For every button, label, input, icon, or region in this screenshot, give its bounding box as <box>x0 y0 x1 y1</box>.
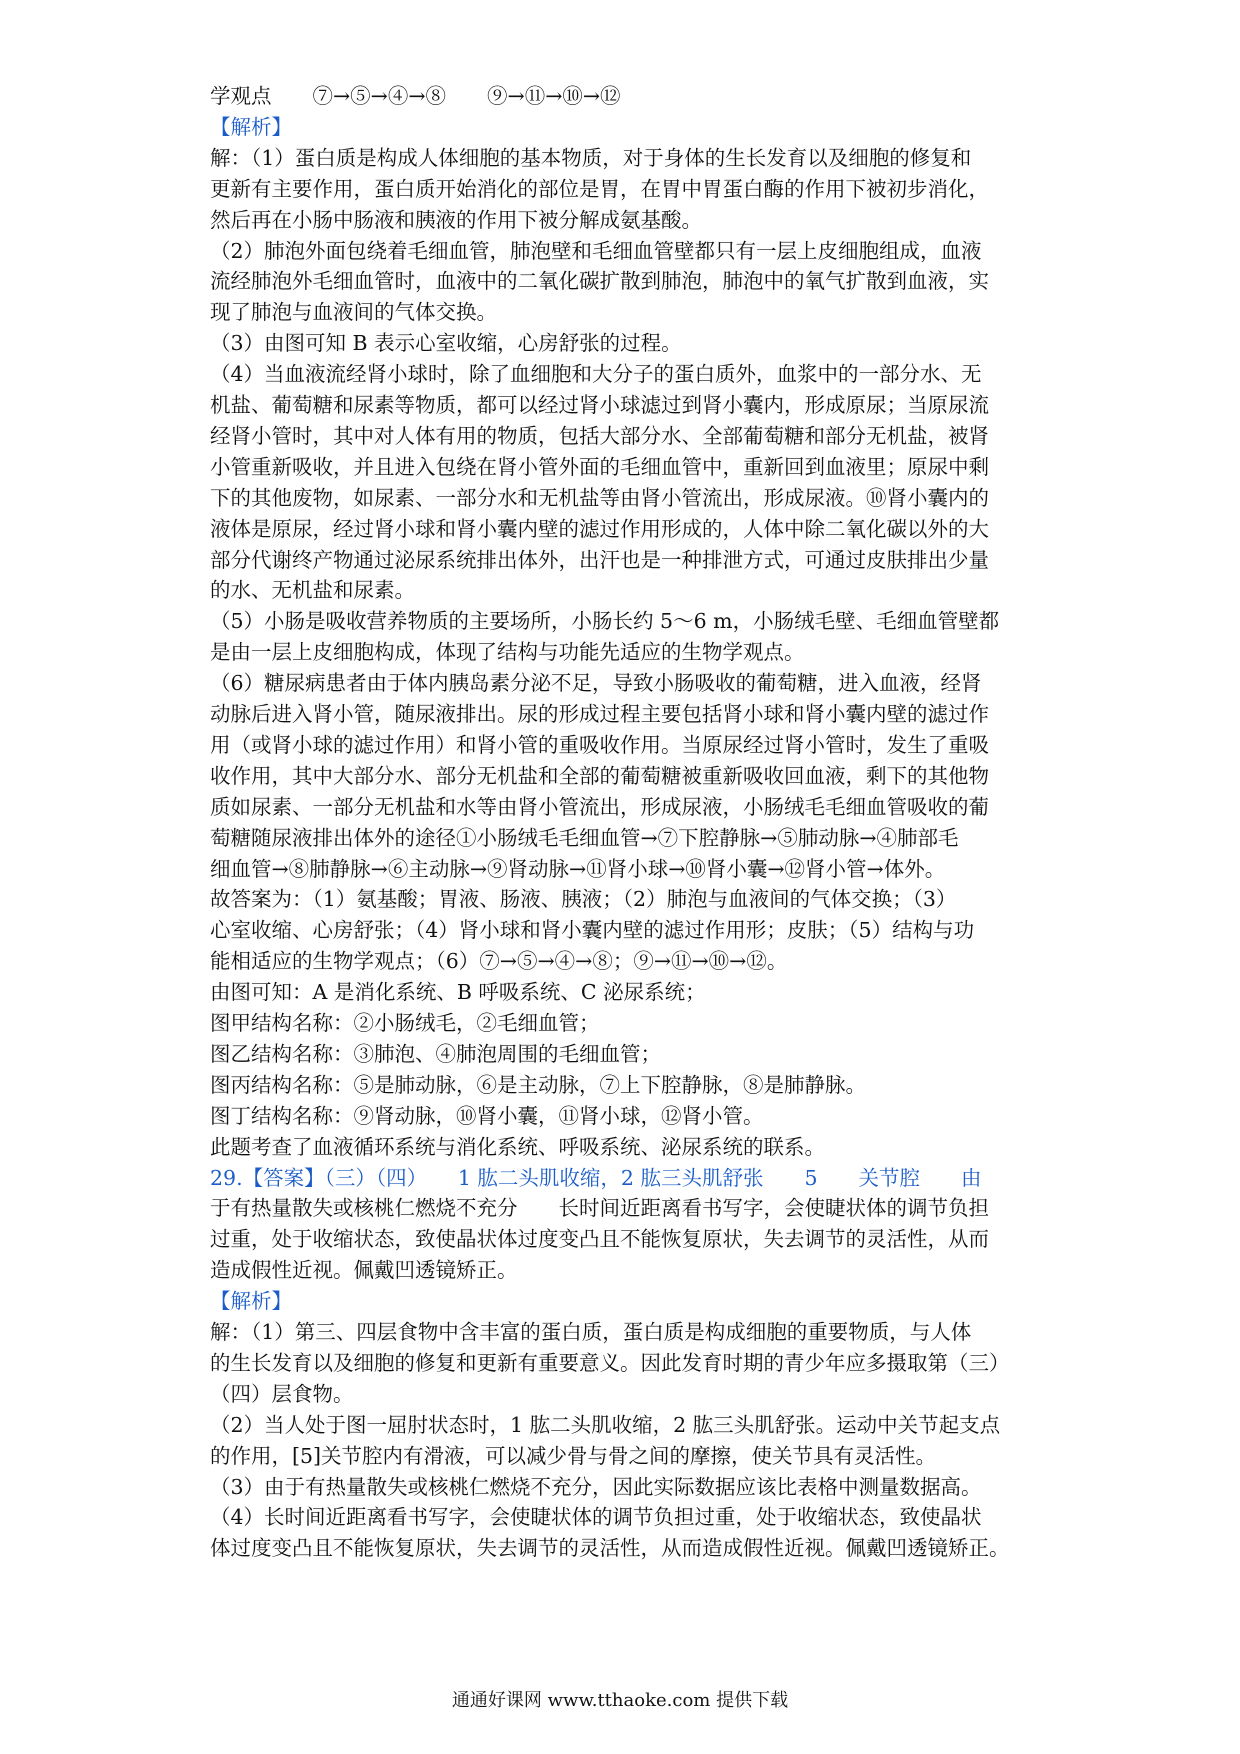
text-line: 图丁结构名称：⑨肾动脉，⑩肾小囊，⑪肾小球，⑫肾小管。 <box>210 1103 764 1128</box>
text-line: 质如尿素、一部分无机盐和水等由肾小管流出，形成尿液，小肠绒毛毛细血管吸收的葡 <box>210 794 989 819</box>
text-line: （2）当人处于图一屈肘状态时，1 肱二头肌收缩，2 肱三头肌舒张。运动中关节起支点 <box>210 1412 1001 1437</box>
text-line: 体过度变凸且不能恢复原状，失去调节的灵活性，从而造成假性近视。佩戴凹透镜矫正。 <box>210 1536 1010 1561</box>
text-line: 故答案为：（1）氨基酸；胃液、肠液、胰液；（2）肺泡与血液间的气体交换；（3） <box>210 887 957 912</box>
text-line: 小管重新吸收，并且进入包绕在肾小管外面的毛细血管中，重新回到血液里；原尿中剩 <box>210 454 989 479</box>
text-line: 心室收缩、心房舒张；（4）肾小球和肾小囊内壁的滤过作用形；皮肤；（5）结构与功 <box>210 918 975 943</box>
text-line: 液体是原尿，经过肾小球和肾小囊内壁的滤过作用形成的，人体中除二氧化碳以外的大 <box>210 516 989 541</box>
text-line: 此题考查了血液循环系统与消化系统、呼吸系统、泌尿系统的联系。 <box>210 1134 825 1159</box>
text-line: 图甲结构名称：②小肠绒毛，②毛细血管； <box>210 1011 600 1035</box>
text-line: 收作用，其中大部分水、部分无机盐和全部的葡萄糖被重新吸收回血液，剩下的其他物 <box>210 763 989 788</box>
text-line: （5）小肠是吸收营养物质的主要场所，小肠长约 5～6 m，小肠绒毛壁、毛细血管壁都 <box>210 609 1000 634</box>
text-line: 机盐、葡萄糖和尿素等物质，都可以经过肾小球滤过到肾小囊内，形成原尿；当原尿流 <box>210 393 989 417</box>
text-line: 更新有主要作用，蛋白质开始消化的部位是胃，在胃中胃蛋白酶的作用下被初步消化， <box>210 176 989 201</box>
text-line: 【解析】 <box>210 114 292 139</box>
text-line: 细血管→⑧肺静脉→⑥主动脉→⑨肾动脉→⑪肾小球→⑩肾小囊→⑫肾小管→体外。 <box>210 856 946 881</box>
text-line: （3）由图可知 B 表示心室收缩，心房舒张的过程。 <box>210 331 682 356</box>
text-line: 图乙结构名称：③肺泡、④肺泡周围的毛细血管； <box>210 1041 661 1066</box>
text-line: 由图可知：A 是消化系统、B 呼吸系统、C 泌尿系统； <box>210 980 706 1005</box>
text-line: 于有热量散失或核桃仁燃烧不充分 长时间近距离看书写字，会使睫状体的调节负担 <box>210 1196 989 1221</box>
text-line: （6）糖尿病患者由于体内胰岛素分泌不足，导致小肠吸收的葡萄糖，进入血液，经肾 <box>210 671 982 696</box>
text-line: 【解析】 <box>210 1289 292 1314</box>
page-footer: 通通好课网 www.tthaoke.com 提供下载 <box>451 1690 789 1711</box>
text-line: 造成假性近视。佩戴凹透镜矫正。 <box>210 1258 518 1283</box>
text-line: （四）层食物。 <box>210 1381 354 1406</box>
text-line: 经肾小管时，其中对人体有用的物质，包括大部分水、全部葡萄糖和部分无机盐，被肾 <box>210 423 989 448</box>
text-line: 用（或肾小球的滤过作用）和肾小管的重吸收作用。当原尿经过肾小管时，发生了重吸 <box>210 732 989 757</box>
text-line: （2）肺泡外面包绕着毛细血管，肺泡壁和毛细血管壁都只有一层上皮细胞组成，血液 <box>210 238 982 263</box>
text-line: 解：（1）蛋白质是构成人体细胞的基本物质，对于身体的生长发育以及细胞的修复和 <box>210 145 972 170</box>
text-line: （4）长时间近距离看书写字，会使睫状体的调节负担过重，处于收缩状态，致使晶状 <box>210 1505 982 1530</box>
text-line: 现了肺泡与血液间的气体交换。 <box>210 300 497 325</box>
text-line: 29.【答案】（三）（四） 1 肱二头肌收缩，2 肱三头肌舒张 5 关节腔 由 <box>210 1165 982 1190</box>
text-line: 学观点 ⑦→⑤→④→⑧ ⑨→⑪→⑩→⑫ <box>210 84 621 108</box>
text-line: 的作用，[5]关节腔内有滑液，可以减少骨与骨之间的摩擦，使关节具有灵活性。 <box>210 1443 937 1468</box>
text-line: 图丙结构名称：⑤是肺动脉，⑥是主动脉，⑦上下腔静脉，⑧是肺静脉。 <box>210 1072 866 1097</box>
text-line: 下的其他废物，如尿素、一部分水和无机盐等由肾小管流出，形成尿液。⑩肾小囊内的 <box>210 485 989 510</box>
text-line: （3）由于有热量散失或核桃仁燃烧不充分，因此实际数据应该比表格中测量数据高。 <box>210 1474 982 1499</box>
text-line: 动脉后进入肾小管，随尿液排出。尿的形成过程主要包括肾小球和肾小囊内壁的滤过作 <box>210 702 989 726</box>
text-line: 是由一层上皮细胞构成，体现了结构与功能先适应的生物学观点。 <box>210 640 805 665</box>
text-line: （4）当血液流经肾小球时，除了血细胞和大分子的蛋白质外，血浆中的一部分水、无 <box>210 362 982 387</box>
text-line: 然后再在小肠中肠液和胰液的作用下被分解成氨基酸。 <box>210 207 702 232</box>
text-line: 的水、无机盐和尿素。 <box>210 578 415 603</box>
text-line: 的生长发育以及细胞的修复和更新有重要意义。因此发育时期的青少年应多摄取第（三） <box>210 1350 1010 1375</box>
text-line: 部分代谢终产物通过泌尿系统排出体外，出汗也是一种排泄方式，可通过皮肤排出少量 <box>210 547 989 572</box>
text-line: 能相适应的生物学观点；（6）⑦→⑤→④→⑧；⑨→⑪→⑩→⑫。 <box>210 949 788 974</box>
text-line: 过重，处于收缩状态，致使晶状体过度变凸且不能恢复原状，失去调节的灵活性，从而 <box>210 1227 989 1252</box>
text-line: 萄糖随尿液排出体外的途径①小肠绒毛毛细血管→⑦下腔静脉→⑤肺动脉→④肺部毛 <box>210 825 959 850</box>
text-line: 流经肺泡外毛细血管时，血液中的二氧化碳扩散到肺泡，肺泡中的氧气扩散到血液，实 <box>210 269 989 294</box>
text-line: 解：（1）第三、四层食物中含丰富的蛋白质，蛋白质是构成细胞的重要物质，与人体 <box>210 1320 972 1344</box>
